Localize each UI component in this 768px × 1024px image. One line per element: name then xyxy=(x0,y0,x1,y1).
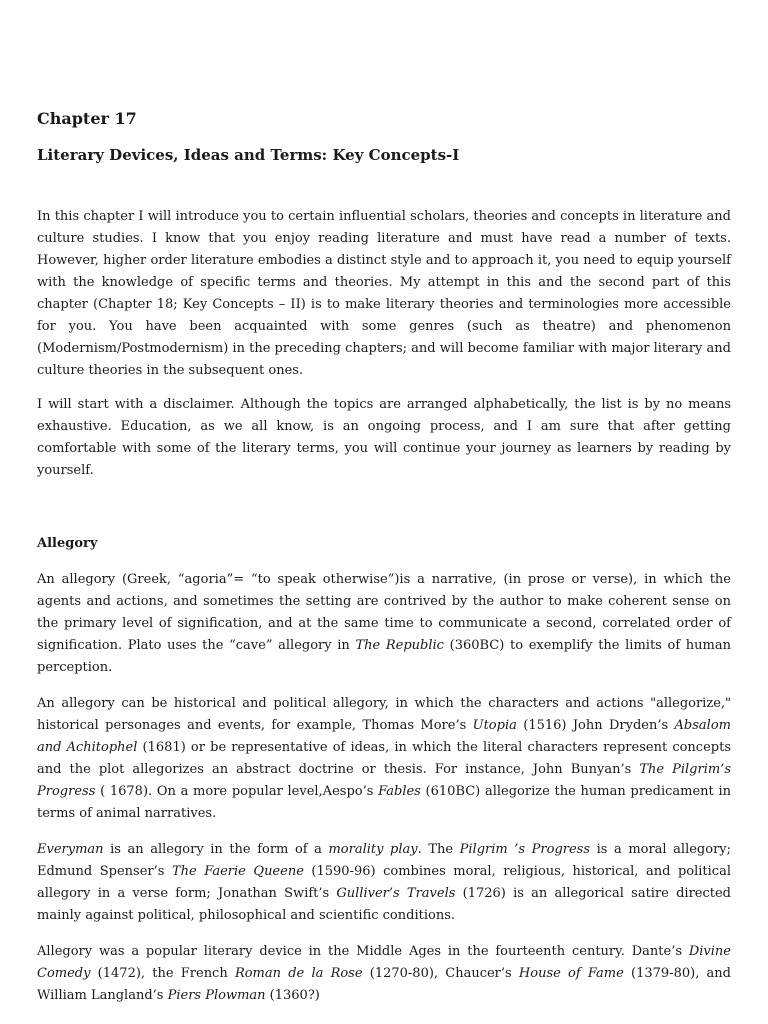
title-absalom-and-achitophel: Absalom and Achitophel xyxy=(37,718,731,755)
allegory-paragraph-2 xyxy=(37,693,731,825)
allegory-paragraph-4 xyxy=(37,941,731,1007)
allegory-p3-text-b: is an allegory in the form of a xyxy=(103,842,329,857)
title-everyman: Everyman xyxy=(37,842,104,857)
title-piers-plowman: Piers Plowman xyxy=(167,988,266,1003)
allegory-p3-text-d: . The xyxy=(417,842,460,857)
title-gullivers-travels: Gulliver’s Travels xyxy=(336,886,456,901)
intro-paragraph-1: In this chapter I will introduce you to certain influential scholars, theories and concepts in literature and culture studies. I know that you enjoy reading literature and must have read a number of texts. However, higher order literature embodies a distinct style and to approach it, you need to equip yourself with the knowledge of specific terms and theories. My attempt in this and the second part of this chapter (Chapter 18; Key Concepts – II) is to make literary theories and terminologies more accessible for you. You have been acquainted with some genres (such as theatre) and phenomenon (Modernism/Postmodernism) in the preceding chapters; and will become familiar with major literary and culture theories in the subsequent ones. xyxy=(37,209,731,378)
chapter-number: Chapter 17 xyxy=(37,109,137,128)
title-utopia: Utopia xyxy=(472,718,517,733)
title-pilgrims-progress-2: Pilgrim ’s Progress xyxy=(459,842,591,857)
allegory-paragraph-3 xyxy=(37,839,731,927)
allegory-p1-text-a: An allegory (Greek, “agoria”= “to speak otherwise”)is a narrative, (in prose or verse), in which the agents and actions, and sometimes the setting are contrived by the author to make coherent sense on the primary level of signification, and at the same time to communicate a second, correlated order of signification. Plato uses the “cave” allegory in xyxy=(37,572,731,653)
document-page xyxy=(37,108,731,1007)
allegory-p4-text-c: (1472), the French xyxy=(90,966,235,981)
allegory-p2-text-i: (610BC) allegorize the human predicament in terms of animal narratives. xyxy=(37,784,731,821)
title-pilgrims-progress: The Pilgrim’s Progress xyxy=(37,762,731,799)
allegory-p2-text-a: An allegory can be historical and political allegory, in which the characters and actions "allegorize," historical personages and events, for example, Thomas More’s xyxy=(37,696,731,733)
allegory-p2-text-c: (1516) John Dryden’s xyxy=(516,718,675,733)
allegory-p3-text-j: (1726) is an allegorical satire directed mainly against political, philosophical and scientific conditions. xyxy=(37,886,732,923)
allegory-p4-text-a: Allegory was a popular literary device in the Middle Ages in the fourteenth century. Dante’s xyxy=(37,944,689,959)
allegory-p4-text-g: (1379-80), and William Langland’s xyxy=(37,966,731,1003)
allegory-p1-text-c: (360BC) to exemplify the limits of human perception. xyxy=(37,638,731,675)
allegory-p4-text-i: (1360?) xyxy=(265,988,320,1003)
allegory-p4-text-e: (1270-80), Chaucer’s xyxy=(362,966,519,981)
section-heading-allegory: Allegory xyxy=(37,536,98,551)
intro-paragraph-2: I will start with a disclaimer. Although the topics are arranged alphabetically, the list is by no means exhaustive. Education, as we all know, is an ongoing process, and I am sure that after getting comfortable with some of the literary terms, you will continue your journey as learners by reading by yourself. xyxy=(37,397,731,478)
allegory-paragraph-1 xyxy=(37,569,731,679)
term-morality-play: morality play xyxy=(328,842,418,857)
title-house-of-fame: House of Fame xyxy=(518,966,624,981)
title-divine-comedy: Divine Comedy xyxy=(37,944,731,981)
allegory-p3-text-h: (1590-96) combines moral, religious, historical, and political allegory in a verse form; Jonathan Swift’s xyxy=(37,864,731,901)
title-faerie-queene: The Faerie Queene xyxy=(171,864,304,879)
allegory-p3-text-f: is a moral allegory; Edmund Spenser’s xyxy=(37,842,732,879)
title-fables: Fables xyxy=(378,784,421,799)
title-the-republic: The Republic xyxy=(355,638,444,653)
chapter-title: Literary Devices, Ideas and Terms: Key Concepts-I xyxy=(37,146,460,164)
title-roman-de-la-rose: Roman de la Rose xyxy=(234,966,363,981)
allegory-p2-text-g: ( 1678). On a more popular level,Aespo’s xyxy=(95,784,379,799)
allegory-p2-text-e: (1681) or be representative of ideas, in which the literal characters represent concepts and the plot allegorizes an abstract doctrine or thesis. For instance, John Bunyan’s xyxy=(37,740,732,777)
